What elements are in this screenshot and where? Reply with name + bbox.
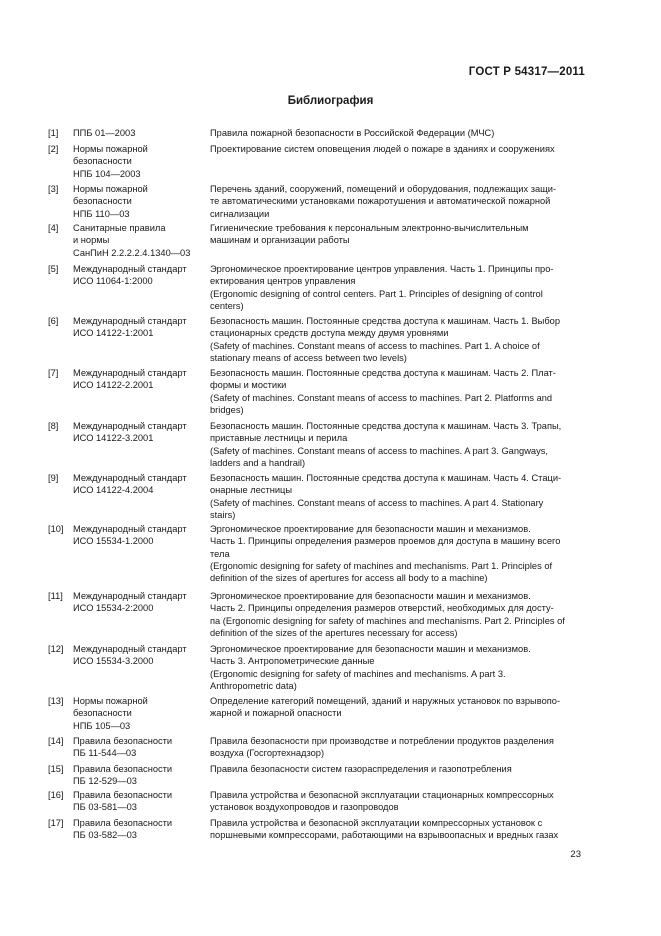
entry-number: [4] — [48, 223, 59, 233]
entry-description — [210, 695, 583, 720]
entry-description — [210, 472, 583, 521]
entry-number: [9] — [48, 473, 59, 483]
description-line: Эргономическое проектирование для безопасности машин и механизмов. — [210, 524, 531, 534]
entry-description — [210, 367, 583, 416]
document-header: ГОСТ Р 54317—2011 — [468, 66, 585, 78]
entry-description — [210, 763, 583, 775]
description-line: Часть 2. Принципы определения размеров отверстий, необходимых для досту- — [210, 603, 554, 614]
description-line: ladders and a handrail) — [210, 457, 306, 468]
entry-number: [6] — [48, 316, 59, 326]
description-line: (Safety of machines. Constant means of access to machines. A part 4. Stationary — [210, 497, 544, 508]
description-line: (Ergonomic designing of control centers. Part 1. Principles of designing of control — [210, 288, 543, 299]
description-line: Anthropometric data) — [210, 680, 297, 691]
description-line: Часть 1. Принципы определения размеров проемов для доступа в машину всего — [210, 536, 561, 547]
entry-number: [7] — [48, 368, 59, 378]
entry-source: Международный стандарт ИСО 14122-1:2001 — [73, 316, 187, 339]
description-line: (Safety of machines. Constant means of access to machines. Part 2. Platforms and — [210, 392, 553, 403]
entry-number: [10] — [48, 524, 64, 534]
entry-source: Нормы пожарной безопасности НПБ 105—03 — [73, 696, 148, 731]
entry-source: Международный стандарт ИСО 15534-1.2000 — [73, 524, 187, 547]
description-line: Гигиенические требования к персональным электронно-вычислительным — [210, 223, 529, 233]
entry-source: Международный стандарт ИСО 14122-2.2001 — [73, 368, 187, 391]
entry-description — [210, 817, 583, 842]
description-line: жарной и пожарной опасности — [210, 708, 342, 719]
entry-source: Международный стандарт ИСО 14122-3.2001 — [73, 421, 187, 444]
description-line: (Safety of machines. Constant means of access to machines. A part 3. Gangways, — [210, 445, 548, 456]
description-line: (Ergonomic designing for safety of machines and mechanisms. A part 3. — [210, 668, 506, 679]
description-line: Безопасность машин. Постоянные средства доступа к машинам. Часть 1. Выбор — [210, 316, 561, 326]
description-line: формы и мостики — [210, 380, 287, 391]
entry-source: Международный стандарт ИСО 15534-2:2000 — [73, 591, 187, 614]
description-line: Перечень зданий, сооружений, помещений и оборудования, подлежащих защи- — [210, 184, 557, 194]
description-line: па (Ergonomic designing for safety of machines and mechanisms. Part 2. Principles of — [210, 615, 565, 626]
entry-description — [210, 643, 583, 692]
description-line: воздуха (Госгортехнадзор) — [210, 748, 325, 759]
description-line: bridges) — [210, 404, 244, 415]
description-line: Часть 3. Антропометрические данные — [210, 656, 375, 667]
entry-description — [210, 420, 583, 469]
entry-description — [210, 735, 583, 760]
entry-number: [3] — [48, 184, 59, 194]
description-line: приставные лестницы и перила — [210, 433, 348, 444]
description-line: stationary means of access between two levels) — [210, 352, 407, 363]
entry-number: [2] — [48, 144, 59, 154]
description-line: Правила пожарной безопасности в Российской Федерации (МЧС) — [210, 128, 495, 138]
description-line: установок воздухопроводов и газопроводов — [210, 802, 399, 813]
entry-description — [210, 789, 583, 814]
page-number: 23 — [570, 849, 581, 860]
description-line: Безопасность машин. Постоянные средства доступа к машинам. Часть 3. Трапы, — [210, 421, 562, 431]
description-line: стационарных средств доступа между двумя уровнями — [210, 328, 449, 339]
entry-number: [14] — [48, 736, 64, 746]
entry-description — [210, 143, 583, 155]
description-line: поршневыми компрессорами, работающими на взрывоопасных и вредных газах — [210, 830, 559, 841]
description-line: сигнализации — [210, 208, 270, 219]
page-title: Библиография — [287, 95, 374, 107]
description-line: Безопасность машин. Постоянные средства доступа к машинам. Часть 2. Плат- — [210, 368, 556, 378]
entry-source: Правила безопасности ПБ 03-581—03 — [73, 790, 173, 813]
description-line: stairs) — [210, 509, 236, 520]
description-line: Правила устройства и безопасной эксплуатации компрессорных установок с — [210, 818, 543, 828]
description-line: Правила безопасности систем газораспределения и газопотребления — [210, 764, 512, 774]
entry-description — [210, 523, 583, 584]
description-line: Эргономическое проектирование центров управления. Часть 1. Принципы про- — [210, 264, 554, 274]
entry-description — [210, 127, 583, 139]
description-line: Безопасность машин. Постоянные средства доступа к машинам. Часть 4. Стаци- — [210, 473, 562, 483]
description-line: centers) — [210, 300, 244, 311]
entry-number: [8] — [48, 421, 59, 431]
entry-number: [5] — [48, 264, 59, 274]
entry-number: [1] — [48, 128, 59, 138]
entry-number: [13] — [48, 696, 64, 706]
entry-number: [16] — [48, 790, 64, 800]
entry-number: [15] — [48, 764, 64, 774]
description-line: машинам и организации работы — [210, 235, 350, 246]
entry-source: Нормы пожарной безопасности НПБ 104—2003 — [73, 144, 148, 179]
entry-description — [210, 222, 583, 247]
description-line: Определение категорий помещений, зданий и наружных установок по взрывопо- — [210, 696, 561, 706]
entry-source: ППБ 01—2003 — [73, 128, 136, 138]
entry-description — [210, 315, 583, 364]
description-line: Правила безопасности при производстве и потреблении продуктов разделения — [210, 736, 554, 746]
description-line: definition of the sizes of apertures for access all body to a machine) — [210, 573, 488, 584]
entry-description — [210, 183, 583, 220]
description-line: definition of the sizes of the apertures necessary for access) — [210, 627, 458, 638]
entry-description — [210, 590, 583, 639]
entry-source: Международный стандарт ИСО 14122-4.2004 — [73, 473, 187, 496]
entry-source: Правила безопасности ПБ 12-529—03 — [73, 764, 173, 787]
entry-number: [11] — [48, 591, 63, 601]
entry-source: Санитарные правила и нормы СанПиН 2.2.2.2.4.1340—03 — [73, 223, 191, 258]
description-line: Проектирование систем оповещения людей о пожаре в зданиях и сооружениях — [210, 144, 555, 154]
description-line: онарные лестницы — [210, 485, 293, 496]
entry-source: Правила безопасности ПБ 03-582—03 — [73, 818, 173, 841]
description-line: те автоматическими установками пожаротушения и автоматической пожарной — [210, 196, 551, 207]
description-line: (Safety of machines. Constant means of access to machines. Part 1. A choice of — [210, 340, 540, 351]
entry-description — [210, 263, 583, 312]
entry-source: Нормы пожарной безопасности НПБ 110—03 — [73, 184, 148, 219]
description-line: Эргономическое проектирование для безопасности машин и механизмов. — [210, 644, 531, 654]
entry-source: Правила безопасности ПБ 11-544—03 — [73, 736, 173, 759]
entry-source: Международный стандарт ИСО 15534-3.2000 — [73, 644, 187, 667]
description-line: ектирования центров управления — [210, 276, 356, 287]
description-line: Правила устройства и безопасной эксплуатации стационарных компрессорных — [210, 790, 554, 800]
description-line: (Ergonomic designing for safety of machines and mechanisms. Part 1. Principles of — [210, 560, 553, 571]
entry-number: [17] — [48, 818, 64, 828]
entry-number: [12] — [48, 644, 64, 654]
entry-source: Международный стандарт ИСО 11064-1:2000 — [73, 264, 187, 287]
description-line: Эргономическое проектирование для безопасности машин и механизмов. — [210, 591, 531, 601]
description-line: тела — [210, 548, 230, 559]
